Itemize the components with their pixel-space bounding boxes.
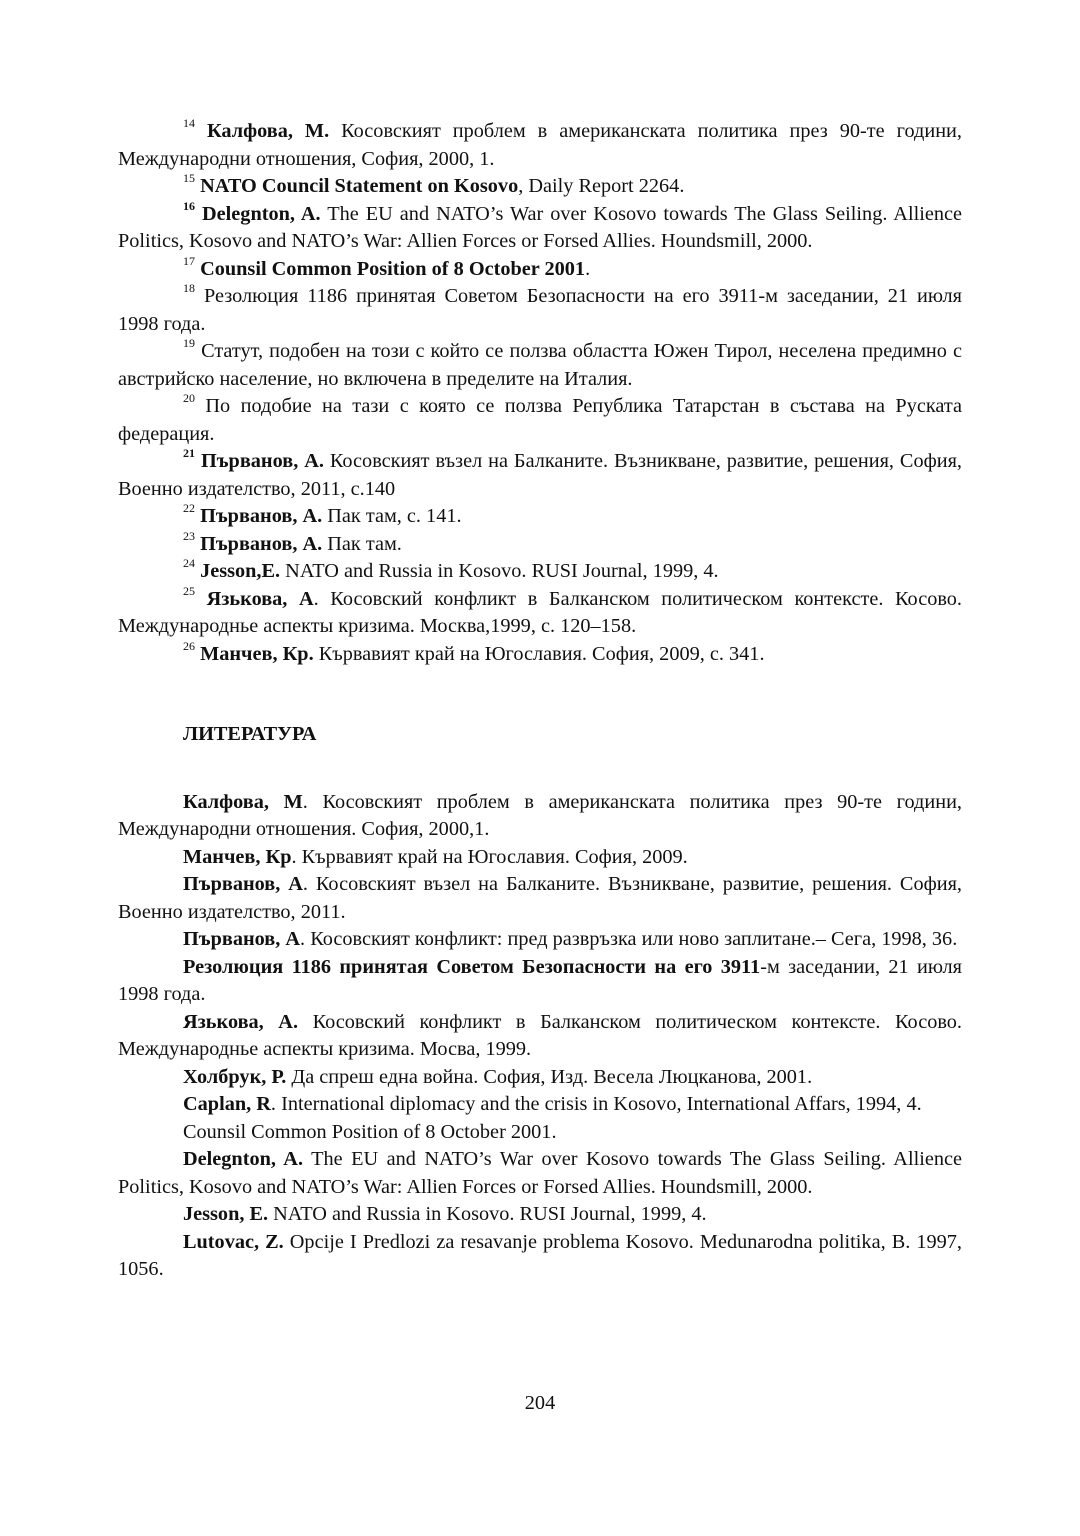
literature-text: . International diplomacy and the crisis in Kosovo, International Affars, 1994, 4. — [270, 1093, 922, 1115]
page-content — [118, 118, 962, 1284]
literature-author: Delegnton, A. — [183, 1148, 304, 1170]
literature-entry — [118, 1064, 962, 1092]
footnote-text: Косовският проблем в американската политика през 90-те години, Международни отношения, София, 2000, 1. — [118, 120, 962, 170]
footnote-text: Пак там, с. 141. — [322, 505, 462, 527]
footnote-author: Първанов, А. — [200, 532, 323, 555]
footnote-number: 20 — [183, 391, 195, 406]
literature-text: . Косовският конфликт: пред развръзка или ново заплитане.– Сега, 1998, 36. — [300, 928, 958, 950]
footnote — [118, 173, 962, 201]
footnote-text: Статут, подобен на този с който се ползва областта Южен Тирол, неселена предимно с австрийско население, но включена в пределите на Италия. — [118, 340, 962, 390]
footnote-text: , Daily Report 2264. — [518, 175, 685, 197]
footnote — [118, 198, 962, 256]
literature-author: Първанов, А — [183, 873, 303, 895]
footnote-number: 18 — [183, 281, 195, 296]
footnote — [118, 253, 962, 284]
footnote-text: . Косовский конфликт в Балканском политическом контексте. Косово. Международнье аспекты кризима. Москва,1999, с. 120–158. — [118, 587, 962, 637]
footnote-text: Косовският възел на Балканите. Възникване, развитие, решения, София, Военно издателство, 2011, с.140 — [118, 450, 962, 500]
literature-entry — [118, 1229, 962, 1284]
literature-author: Калфова, М — [183, 790, 303, 813]
footnote-author: Първанов, А. — [200, 450, 324, 472]
footnote-number: 24 — [183, 556, 195, 571]
literature-text: Косовский конфликт в Балканском политическом контексте. Косово. Международнье аспекты кризима. Мосва, 1999. — [118, 1010, 962, 1060]
literature-author: Caplan, R — [183, 1093, 271, 1115]
literature-text: Opcije I Predlozi za resavanje problema Kosovo. Medunarodna politika, B. 1997, 1056. — [118, 1230, 962, 1280]
literature-author: Язькова, А. — [183, 1010, 299, 1033]
footnote-number: 15 — [183, 171, 195, 186]
footnote-number: 17 — [183, 253, 195, 268]
page-number: 204 — [524, 1392, 556, 1414]
footnote-number: 14 — [183, 116, 195, 131]
footnote-number: 23 — [183, 528, 195, 543]
literature-author: Холбрук, Р. — [183, 1065, 287, 1088]
footnotes-section — [118, 118, 962, 668]
footnote-number: 22 — [183, 501, 195, 516]
footnote-text: Кървавият край на Югославия. София, 2009, с. 341. — [313, 642, 765, 665]
literature-text: . Косовският проблем в американската политика през 90-те години, Международни отношения. София, 2000,1. — [118, 790, 962, 840]
footnote — [118, 503, 962, 531]
literature-entry — [118, 844, 962, 872]
footnote — [118, 283, 962, 338]
literature-author: Lutovac, Z. — [183, 1230, 284, 1253]
literature-entry — [118, 1119, 962, 1147]
literature-text: . Кървавият край на Югославия. София, 2009. — [291, 845, 688, 868]
footnote — [118, 338, 962, 393]
footnote — [118, 528, 962, 559]
footnote-number: 16 — [183, 198, 195, 213]
footnote-text: NATO and Russia in Kosovo. RUSI Journal, 1999, 4. — [280, 560, 719, 582]
footnote-author: Манчев, Кр. — [200, 642, 314, 665]
literature-text: -м заседании, 21 июля 1998 года. — [118, 955, 962, 1005]
footnote-number: 25 — [183, 583, 195, 598]
literature-heading: ЛИТЕРАТУРА — [183, 723, 317, 745]
footnote-author: NATO Council Statement on Kosovo — [200, 175, 519, 197]
footnote-author: Delegnton, A. — [202, 202, 321, 225]
literature-entry — [118, 954, 962, 1009]
footnote-author: Калфова, М. — [206, 120, 330, 142]
literature-author: Резолюция 1186 принятая Советом Безопасности на его 3911 — [183, 955, 761, 978]
literature-entry — [118, 1146, 962, 1201]
literature-author: Манчев, Кр — [183, 845, 292, 868]
literature-author: Първанов, А — [183, 928, 301, 950]
footnote — [118, 583, 962, 641]
literature-entry — [118, 1201, 962, 1229]
literature-entry — [118, 926, 962, 954]
literature-text: The EU and NATO’s War over Kosovo towards The Glass Seiling. Allience Politics, Kosovo and NATO’s War: Allien Forces or Forsed Allies. Houndsmill, 2000. — [118, 1148, 963, 1198]
footnote-author: Counsil Common Position of 8 October 2001 — [200, 257, 586, 280]
literature-entry — [118, 789, 962, 844]
footnote — [118, 558, 962, 586]
footnote — [118, 448, 962, 503]
literature-entry — [118, 1009, 962, 1064]
literature-entry — [118, 871, 962, 926]
literature-entry — [118, 1091, 962, 1119]
footnote-number: 21 — [183, 446, 195, 461]
footnote-number: 19 — [183, 336, 195, 351]
literature-author: Jesson, E. — [183, 1203, 269, 1225]
footnote — [118, 118, 962, 173]
footnote-text: Резолюция 1186 принятая Советом Безопасности на его 3911-м заседании, 21 июля 1998 года. — [118, 285, 962, 335]
footnote-number: 26 — [183, 638, 195, 653]
literature-text: Да спреш една война. София, Изд. Весела Люцканова, 2001. — [286, 1065, 813, 1088]
footnote-text: . — [585, 257, 591, 280]
literature-list — [118, 789, 962, 1284]
footnote — [118, 393, 962, 448]
footnote — [118, 638, 962, 669]
literature-text: . Косовският възел на Балканите. Възникване, развитие, решения. София, Военно издателство, 2011. — [118, 873, 962, 923]
footnote-author: Jesson,E. — [200, 560, 281, 582]
footnote-text: The EU and NATO’s War over Kosovo towards The Glass Seiling. Allience Politics, Kosovo and NATO’s War: Allien Forces or Forsed Allies. Houndsmill, 2000. — [118, 202, 962, 252]
footnote-text: По подобие на тази с която се ползва Република Татарстан в състава на Руската федерация. — [118, 395, 962, 445]
literature-text: NATO and Russia in Kosovo. RUSI Journal, 1999, 4. — [268, 1203, 707, 1225]
footnote-author: Първанов, А. — [200, 505, 323, 527]
footnote-author: Язькова, А — [206, 587, 314, 610]
footnote-text: Пак там. — [322, 532, 402, 555]
literature-text: Counsil Common Position of 8 October 2001. — [183, 1120, 557, 1143]
